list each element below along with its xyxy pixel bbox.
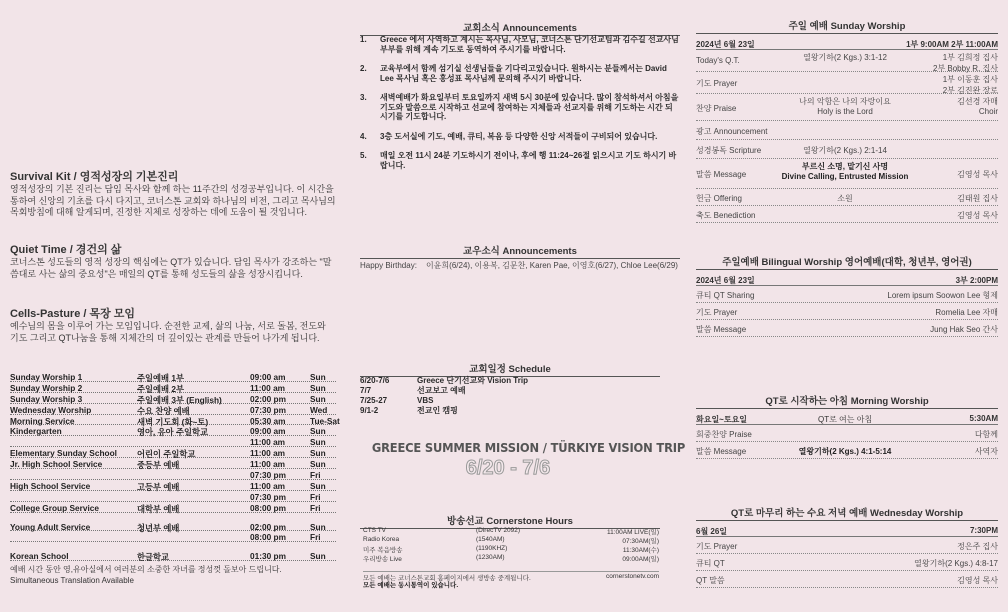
schedule-service-time: 09:00 am	[250, 426, 286, 437]
worship-row-leader: Jung Hak Seo 간사	[930, 325, 998, 334]
schedule-service-time: 07:30 pm	[250, 404, 286, 415]
worship-date-row	[696, 413, 998, 425]
worship-date-row	[696, 38, 998, 50]
schedule-service-korean: 주일예배 2부	[137, 383, 184, 394]
announcement-number: 3.	[360, 93, 367, 102]
schedule-service-time: 11:00 am	[250, 437, 286, 448]
worship-row-label: 성경봉독 Scripture	[696, 146, 762, 155]
worship-date: 화요일~토요일	[696, 415, 748, 424]
schedule-row	[10, 372, 336, 383]
schedule-service-name: Elementary Sunday School	[10, 448, 117, 459]
worship-row-label: Today's Q.T.	[696, 56, 740, 65]
nursery-note: 예배 시간 동안 영,유아실에서 여러분의 소중한 자녀를 정성껏 돌보아 드립니다.	[10, 565, 282, 575]
schedule-service-name: Sunday Worship 2	[10, 382, 83, 393]
schedule-row-leader	[10, 446, 336, 447]
worship-row	[696, 554, 998, 571]
worship-row	[696, 537, 998, 554]
worship-row-detail: 열왕기하(2 Kgs.) 4:1-5:14	[798, 447, 892, 456]
birthday-label: Happy Birthday:	[360, 261, 417, 270]
schedule-service-day: Fri	[310, 532, 321, 543]
schedule-service-time: 07:30 pm	[250, 470, 286, 481]
worship-row-label: 말씀 Message	[696, 447, 747, 456]
worship-time: 7:30PM	[969, 526, 998, 535]
schedule-service-korean: 한글학교	[137, 552, 170, 563]
announcement-number: 5.	[360, 151, 367, 160]
worship-date: 2024년 6월 23일	[696, 276, 755, 285]
schedule-service-korean: 새벽 기도회 (화~토)	[137, 416, 209, 427]
worship-row-label: 큐티 QT Sharing	[696, 291, 755, 300]
worship-row-label: 찬양 Praise	[696, 104, 737, 113]
worship-date-row	[696, 525, 998, 537]
broadcast-frequency: (1230AM)	[476, 554, 505, 561]
worship-row-label: 말씀 Message	[696, 170, 747, 179]
worship-row-label: 말씀 Message	[696, 325, 747, 334]
worship-row-leader: 김태원 집사	[957, 194, 998, 203]
announcement-item	[360, 93, 680, 122]
worship-row-leader-secondary: Choir	[978, 107, 998, 116]
worship-row	[696, 206, 998, 223]
worship-heading: 주일예배 Bilingual Worship 영어예배(대학, 청년부, 영어권)	[696, 254, 998, 270]
schedule-service-time: 09:00 am	[250, 372, 286, 382]
quiet-time-section	[10, 241, 336, 280]
schedule-event-date: 7/25-27	[360, 396, 388, 405]
schedule-service-day: Sun	[310, 382, 326, 393]
schedule-row	[10, 492, 336, 503]
schedule-row	[10, 394, 336, 405]
broadcast-row	[363, 554, 659, 563]
schedule-service-day: Wed	[310, 404, 328, 415]
schedule-service-korean: 주일예배 3부 (English)	[137, 394, 222, 405]
schedule-event	[360, 386, 660, 396]
translation-note: Simultaneous Translation Available	[10, 576, 134, 586]
translation-broadcast-note: 모든 예배는 동시통역이 있습니다.	[363, 582, 459, 589]
broadcast-station: 우리방송 Live	[363, 556, 402, 563]
schedule-service-time: 05:30 am	[250, 415, 286, 426]
schedule-row-leader	[10, 501, 336, 502]
announcement-item	[360, 132, 680, 142]
wednesday-worship-block	[696, 505, 998, 588]
worship-row	[696, 442, 998, 459]
announcement-text: 교육부에서 함께 섬기실 선생님들을 기다리고있습니다. 원하시는 분들께서는 David Lee 목사님 혹은 홍성표 목사님께 문의해 주시기 바랍니다.	[380, 64, 667, 83]
announcement-number: 2.	[360, 64, 367, 73]
schedule-row	[10, 481, 336, 492]
morning-worship-block	[696, 393, 998, 459]
schedule-row-leader	[10, 541, 336, 542]
survival-kit-title: Survival Kit / 영적성장의 기본진리	[10, 171, 179, 183]
schedule-service-time: 01:30 pm	[250, 551, 286, 562]
schedule-service-time: 07:30 pm	[250, 491, 286, 502]
announcement-item	[360, 151, 680, 170]
announcement-text: Greece 에서 사역하고 계시는 목사님, 사모님, 코너스톤 단기선교팀과 김수길 선교사님 부부를 위해 계속 기도로 동역하여 주시기를 바랍니다.	[380, 35, 679, 54]
worship-row-leader-secondary: 2부 Bobby R. 집사	[933, 64, 998, 73]
schedule-service-day: Fri	[310, 502, 321, 513]
schedule-service-korean: 대학부 예배	[137, 503, 180, 514]
broadcast-station: 미주 복음방송	[363, 547, 403, 554]
broadcast-row	[363, 536, 659, 545]
broadcast-note: 모든 예배는 코너스톤교회 홈페이지에서 생방송 중계됩니다.	[363, 575, 531, 582]
service-schedule-rows	[10, 372, 340, 563]
worship-row	[696, 121, 998, 140]
worship-date: 2024년 6월 23일	[696, 40, 755, 49]
schedule-row	[10, 522, 336, 533]
worship-row-leader: 정은주 집사	[957, 542, 998, 551]
worship-row	[696, 286, 998, 303]
schedule-row	[10, 470, 336, 481]
schedule-event-date: 9/1-2	[360, 406, 379, 415]
schedule-event-text: 전교인 캠핑	[417, 406, 458, 415]
service-schedule	[10, 372, 340, 586]
worship-row-leader: 김영성 목사	[957, 576, 998, 585]
broadcast-frequency: (1540AM)	[476, 536, 505, 543]
worship-time: 3부 2:00PM	[955, 276, 998, 285]
mission-banner	[360, 440, 686, 480]
worship-row-leader: 김영성 목사	[957, 170, 998, 179]
announcement-text: 3층 도서실에 기도, 예배, 큐티, 복음 등 다양한 신앙 서적들이 구비되어 있습니다.	[380, 131, 658, 141]
schedule-event	[360, 396, 660, 406]
broadcast-time: 07:30AM(일)	[622, 538, 659, 545]
schedule-row	[10, 532, 336, 543]
schedule-service-time: 02:00 pm	[250, 393, 286, 404]
worship-row	[696, 425, 998, 442]
announcement-number: 1.	[360, 35, 367, 44]
schedule-service-name: College Group Service	[10, 502, 99, 513]
worship-row-leader: 1부 김희정 집사	[942, 53, 998, 62]
worship-row	[696, 159, 998, 189]
schedule-event	[360, 406, 660, 416]
worship-row-leader: Lorem ipsum Soowon Lee 형제	[887, 291, 998, 300]
worship-row-detail: 부르신 소명, 맡기신 사명	[801, 162, 889, 171]
worship-row-label: 헌금 Offering	[696, 194, 742, 203]
announcement-item	[360, 35, 680, 54]
schedule-service-name: Sunday Worship 1	[10, 372, 83, 382]
worship-time: 5:30AM	[969, 414, 998, 423]
schedule-service-korean: 청년부 예배	[137, 522, 180, 533]
worship-row-leader: 사역자	[974, 447, 998, 456]
cells-pasture-body: 예수님의 몸을 이루어 가는 모임입니다. 순전한 교제, 삶의 나눔, 서로 돌봄, 전도와 기도 그리고 QT나눔을 통해 지체간의 더 깊이있는 관계를 만들어 나가게 됩니다.	[10, 321, 326, 343]
schedule-service-day: Sun	[310, 426, 326, 437]
schedule-service-time: 11:00 am	[250, 459, 286, 470]
schedule-service-time: 11:00 am	[250, 480, 286, 491]
schedule-service-name: Korean School	[10, 551, 69, 562]
member-news-heading: 교우소식 Announcements	[360, 243, 680, 259]
worship-row	[696, 72, 998, 94]
schedule-service-day: Sun	[310, 393, 326, 404]
worship-time: 1부 9:00AM 2부 11:00AM	[906, 40, 998, 49]
schedule-service-time: 08:00 pm	[250, 532, 286, 543]
schedule-service-name: Wednesday Worship	[10, 404, 92, 415]
worship-row	[696, 303, 998, 320]
worship-row	[696, 94, 998, 121]
quiet-time-body: 코너스톤 성도들의 영적 성장의 핵심에는 QT가 있습니다. 담임 목사가 강조하는 "말씀대로 사는 삶의 중요성"은 매일의 QT를 통해 성도들의 삶을 성장시킵니다.	[10, 257, 332, 279]
worship-date-row	[696, 274, 998, 286]
broadcast-heading: 방송선교 Cornerstone Hours	[360, 513, 660, 529]
schedule-row	[10, 448, 336, 459]
schedule-service-name: High School Service	[10, 480, 91, 491]
schedule-service-korean: 중등부 예배	[137, 460, 180, 471]
worship-row-leader: 김영성 목사	[957, 211, 998, 220]
worship-row-label: 회중찬양 Praise	[696, 430, 752, 439]
announcements-heading: 교회소식 Announcements	[360, 20, 680, 36]
schedule-service-day: Fri	[310, 470, 321, 481]
schedule-service-day: Tue-Sat	[310, 415, 340, 426]
announcement-number: 4.	[360, 131, 367, 141]
cells-pasture-section	[10, 305, 336, 344]
survival-kit-section	[10, 168, 336, 219]
broadcast-frequency: (1190KHZ)	[476, 545, 508, 552]
schedule-row	[10, 426, 336, 437]
mission-title: GREECE SUMMER MISSION / TÜRKIYE VISION TRIP	[371, 440, 686, 455]
worship-row-detail: 소원	[837, 194, 853, 203]
worship-row	[696, 50, 998, 72]
worship-row-detail: 열왕기하(2 Kgs.) 2:1-14	[803, 146, 887, 155]
worship-row-leader: 다함께	[974, 430, 998, 439]
schedule-service-korean: 주일예배 1부	[137, 373, 184, 383]
broadcast-row	[363, 545, 659, 554]
worship-row	[696, 571, 998, 588]
worship-row-leader: 김선경 자매	[957, 97, 998, 106]
broadcast-time: 11:00AM LIVE(일)	[606, 529, 659, 536]
schedule-service-name: Morning Service	[10, 415, 75, 426]
schedule-service-time: 11:00 am	[250, 448, 286, 459]
schedule-row	[10, 383, 336, 394]
bilingual-worship-block	[696, 254, 998, 337]
worship-row-label: 큐티 QT	[696, 559, 725, 568]
worship-row	[696, 320, 998, 337]
schedule-service-name: Kindergarten	[10, 426, 62, 437]
worship-row	[696, 189, 998, 206]
worship-row-label: 기도 Prayer	[696, 542, 738, 551]
member-news-body	[360, 261, 680, 271]
schedule-service-name: Jr. High School Service	[10, 459, 103, 470]
cells-pasture-title: Cells-Pasture / 목장 모임	[10, 308, 136, 320]
worship-row-leader: Romelia Lee 자매	[935, 308, 998, 317]
schedule-service-korean: 어린이 주일학교	[137, 449, 196, 460]
worship-row-label: 축도 Benediction	[696, 211, 756, 220]
schedule-row	[10, 415, 340, 427]
schedule-row	[10, 503, 336, 514]
broadcast-row	[363, 527, 659, 536]
mission-dates: 6/20 - 7/6	[465, 457, 551, 479]
worship-row-label: 광고 Announcement	[696, 127, 768, 136]
worship-row-detail-secondary: Holy is the Lord	[817, 107, 873, 116]
schedule-service-time: 02:00 pm	[250, 521, 286, 532]
schedule-row	[10, 437, 336, 448]
worship-date: 6월 26일	[696, 527, 728, 536]
announcement-text: 매일 오전 11시 24분 기도하시기 전이나, 후에 행 11:24~26절 읽으시고 기도 하시기 바랍니다.	[380, 151, 677, 170]
worship-row-leader: 1부 이동훈 집사	[942, 75, 998, 84]
schedule-service-day: Sun	[310, 459, 326, 470]
schedule-service-time: 11:00 am	[250, 382, 286, 393]
broadcast-time: 11:30AM(수)	[622, 547, 659, 554]
schedule-service-day: Sun	[310, 480, 326, 491]
worship-row-leader-secondary: 2부 김진완 장로	[942, 86, 998, 95]
schedule-event-text: VBS	[417, 396, 434, 405]
worship-row-label: QT 말씀	[696, 576, 725, 585]
schedule-service-korean: 수요 찬양 예배	[137, 405, 190, 416]
church-schedule-list	[360, 376, 660, 416]
schedule-notes	[10, 564, 336, 586]
announcements-list	[360, 35, 680, 180]
broadcast-station: Radio Korea	[363, 536, 400, 543]
schedule-row-leader	[10, 479, 336, 480]
schedule-service-name: Sunday Worship 3	[10, 393, 83, 404]
worship-date-subtitle: QT로 여는 아침	[818, 415, 873, 424]
schedule-service-day: Sun	[310, 437, 326, 448]
schedule-service-korean: 영아, 유아 주일학교	[137, 427, 209, 438]
schedule-row	[10, 405, 336, 416]
schedule-event-date: 7/7	[360, 386, 372, 395]
schedule-service-time: 08:00 pm	[250, 502, 286, 513]
birthday-list: 이윤희(6/24), 이용복, 김문찬, Karen Pae, 이영호(6/27), Chloe Lee(6/29)	[426, 261, 678, 270]
worship-heading: QT로 시작하는 아침 Morning Worship	[696, 393, 998, 409]
broadcast-frequency: (DirecTV 2092)	[476, 527, 521, 534]
worship-row-detail: 열왕기하(2 Kgs.) 3:1-12	[803, 53, 887, 62]
schedule-service-day: Sun	[310, 521, 326, 532]
worship-row-detail: 나의 악함은 나의 자랑이요	[799, 97, 891, 106]
worship-row	[696, 140, 998, 159]
worship-row-label: 기도 Prayer	[696, 79, 738, 88]
schedule-service-day: Sun	[310, 448, 326, 459]
worship-heading: 주일 예배 Sunday Worship	[696, 18, 998, 34]
schedule-service-day: Sun	[310, 372, 326, 382]
schedule-row	[10, 459, 336, 470]
broadcast-site-link[interactable]: cornerstonetv.com	[606, 573, 659, 580]
sunday-worship-block	[696, 18, 998, 223]
worship-row-leader: 열왕기하(2 Kgs.) 4:8-17	[914, 559, 998, 568]
schedule-service-day: Fri	[310, 491, 321, 502]
worship-heading: QT로 마무리 하는 수요 저녁 예배 Wednesday Worship	[696, 505, 998, 521]
quiet-time-title: Quiet Time / 경건의 삶	[10, 244, 122, 256]
broadcast-station: CTS TV	[363, 527, 386, 534]
schedule-event-text: 선교보고 예배	[417, 386, 466, 395]
schedule-event	[360, 376, 660, 386]
schedule-event-text: Greece 단기선교와 Vision Trip	[417, 376, 528, 385]
schedule-service-name: Young Adult Service	[10, 521, 91, 532]
announcement-text: 새벽예배가 화요일부터 토요일까지 새벽 5시 30분에 있습니다. 많이 참석하셔서 아침을 기도와 말씀으로 시작하고 선교에 참여하는 지체들과 선교지를 위해 기도하는 시간 되시기를 기도합니다.	[380, 93, 679, 121]
church-schedule-heading: 교회일정 Schedule	[360, 361, 660, 377]
announcement-item	[360, 64, 680, 83]
broadcast-list	[363, 527, 659, 563]
worship-row-label: 기도 Prayer	[696, 308, 738, 317]
survival-kit-body: 영적성장의 기본 진리는 담임 목사와 함께 하는 11주간의 성경공부입니다. 이 시간을 통하여 신앙의 기초를 다시 다지고, 코너스톤 교회와 하나님의 비전, 그리고 목사님의 목회방침에 대해 알게되며, 진정한 지체로 성장하는 데에 도움이 될 것입니다.	[10, 184, 336, 217]
schedule-event-date: 6/20-7/6	[360, 376, 390, 385]
schedule-service-korean: 고등부 예배	[137, 481, 180, 492]
worship-row-detail-secondary: Divine Calling, Entrusted Mission	[781, 172, 909, 181]
schedule-service-day: Sun	[310, 551, 326, 562]
schedule-row	[10, 551, 336, 562]
broadcast-time: 09:00AM(일)	[622, 556, 659, 563]
